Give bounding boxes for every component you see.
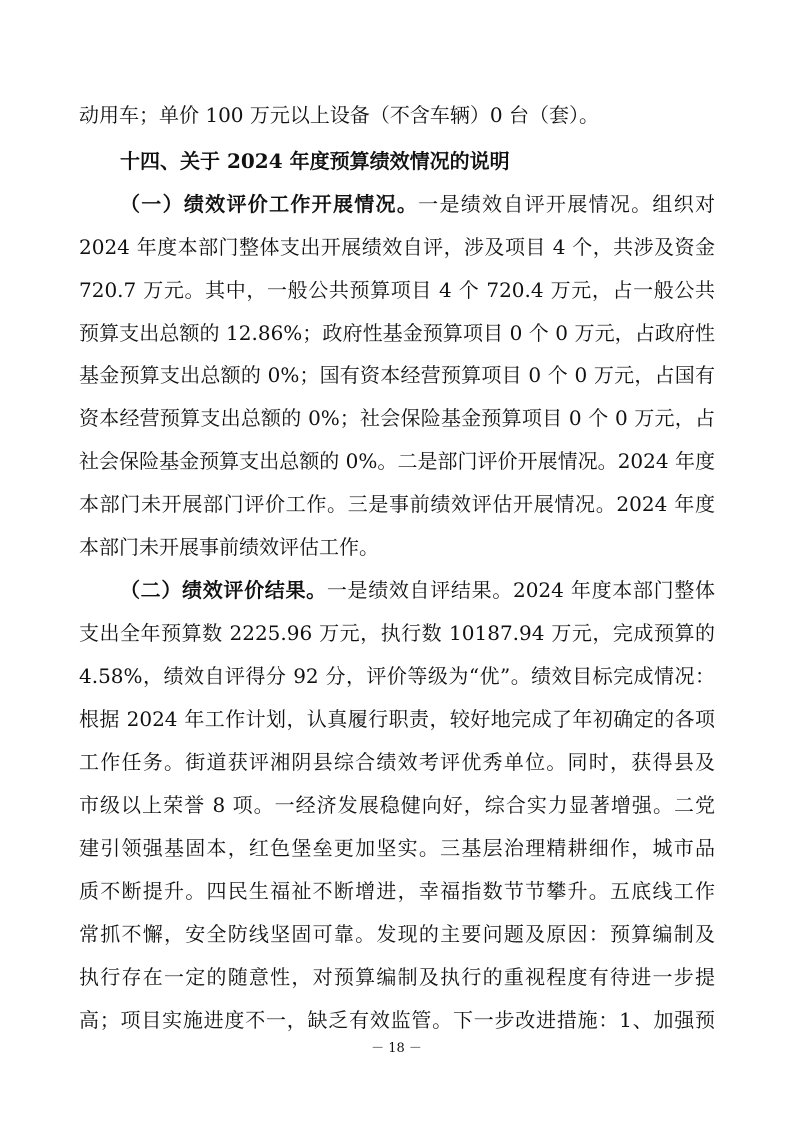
text-line: 本部门未开展部门评价工作。三是事前绩效评估开展情况。2024 年度 bbox=[79, 492, 715, 516]
text-line: 2024 年度本部门整体支出开展绩效自评，涉及项目 4 个，共涉及资金 bbox=[79, 235, 715, 259]
text-line: 建引领强基固本，红色堡垒更加坚实。三基层治理精耕细作，城市品 bbox=[79, 836, 715, 860]
text-line: 执行存在一定的随意性，对预算编制及执行的重视程度有待进一步提 bbox=[79, 965, 715, 989]
paragraph-2-title: （二）绩效评价结果。 bbox=[120, 578, 327, 602]
text-line: 高；项目实施进度不一，缺乏有效监管。下一步改进措施：1、加强预 bbox=[79, 1008, 715, 1032]
paragraph-1-text: 一是绩效自评开展情况。组织对 bbox=[418, 192, 715, 216]
text-line: 质不断提升。四民生福祉不断增进，幸福指数节节攀升。五底线工作 bbox=[79, 879, 715, 903]
page-number: － 18 － bbox=[371, 1041, 422, 1056]
text-line: 工作任务。街道获评湘阴县综合绩效考评优秀单位。同时，获得县及 bbox=[79, 750, 715, 774]
text-line: 4.58%，绩效自评得分 92 分，评价等级为“优”。绩效目标完成情况： bbox=[79, 664, 715, 688]
text-line: 基金预算支出总额的 0%；国有资本经营预算项目 0 个 0 万元，占国有 bbox=[79, 363, 715, 387]
text-line: 支出全年预算数 2225.96 万元，执行数 10187.94 万元，完成预算的 bbox=[79, 621, 715, 645]
text-line: 根据 2024 年工作计划，认真履行职责，较好地完成了年初确定的各项 bbox=[79, 707, 715, 731]
text-line: 本部门未开展事前绩效评估工作。 bbox=[79, 535, 379, 559]
section-heading: 十四、关于 2024 年度预算绩效情况的说明 bbox=[120, 149, 510, 173]
paragraph-2-text: 一是绩效自评结果。2024 年度本部门整体 bbox=[326, 578, 715, 602]
paragraph-1-first-line bbox=[120, 186, 715, 222]
text-line: 社会保险基金预算支出总额的 0%。二是部门评价开展情况。2024 年度 bbox=[79, 449, 715, 473]
paragraph-2-first-line bbox=[120, 572, 715, 608]
text-line: 动用车；单价 100 万元以上设备（不含车辆）0 台（套）。 bbox=[79, 103, 599, 127]
text-line: 预算支出总额的 12.86%；政府性基金预算项目 0 个 0 万元，占政府性 bbox=[79, 321, 715, 345]
text-line: 市级以上荣誉 8 项。一经济发展稳健向好，综合实力显著增强。二党 bbox=[79, 793, 715, 817]
paragraph-1-title: （一）绩效评价工作开展情况。 bbox=[120, 192, 419, 216]
text-line: 720.7 万元。其中，一般公共预算项目 4 个 720.4 万元，占一般公共 bbox=[79, 278, 715, 302]
text-line: 资本经营预算支出总额的 0%；社会保险基金预算项目 0 个 0 万元，占 bbox=[79, 406, 715, 430]
text-line: 常抓不懈，安全防线坚固可靠。发现的主要问题及原因：预算编制及 bbox=[79, 922, 715, 946]
